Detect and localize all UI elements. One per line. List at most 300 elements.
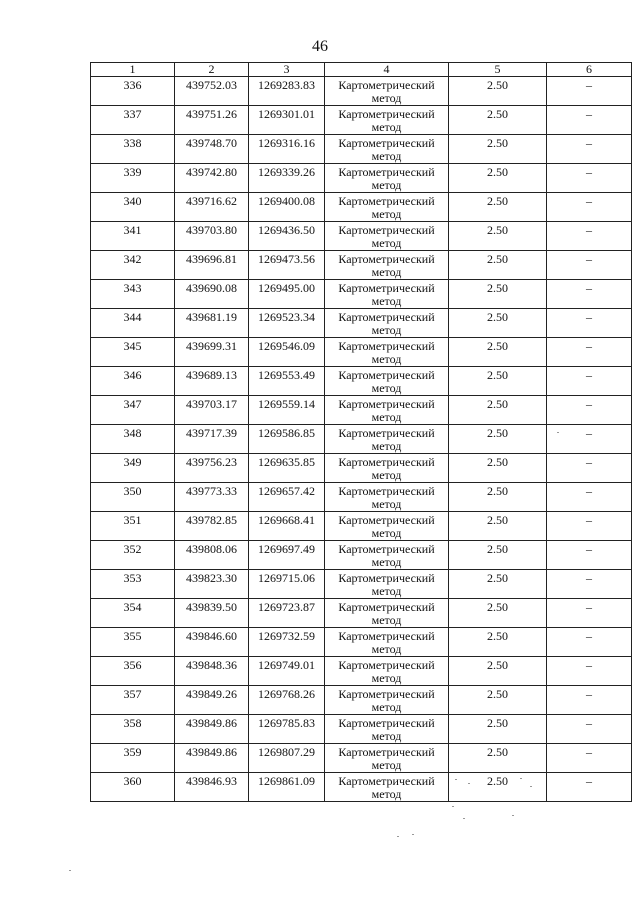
x-coordinate-cell-text: 439689.13 (186, 368, 237, 382)
table-row (91, 396, 632, 425)
point-number-cell (91, 280, 175, 309)
point-number-cell (91, 454, 175, 483)
method-cell-text: Картометрический метод (338, 310, 435, 337)
x-coordinate-cell (175, 744, 249, 773)
y-coordinate-cell-text: 1269523.34 (258, 310, 315, 324)
y-coordinate-cell-text: 1269339.26 (258, 165, 315, 179)
x-coordinate-cell-text: 439846.60 (186, 629, 237, 643)
y-coordinate-cell (249, 280, 325, 309)
note-cell (547, 715, 632, 744)
table-row (91, 657, 632, 686)
point-number-cell-text: 344 (123, 310, 142, 324)
note-cell (547, 106, 632, 135)
accuracy-cell (449, 77, 547, 106)
accuracy-cell-text: 2.50 (487, 281, 508, 295)
point-number-cell (91, 512, 175, 541)
point-number-cell (91, 744, 175, 773)
y-coordinate-cell-text: 1269768.26 (258, 687, 315, 701)
method-cell-text: Картометрический метод (338, 426, 435, 453)
method-cell (325, 483, 449, 512)
table-row (91, 280, 632, 309)
note-cell-text: – (586, 687, 592, 701)
point-number-cell (91, 425, 175, 454)
note-cell-text: – (586, 513, 592, 527)
y-coordinate-cell-text: 1269723.87 (258, 600, 315, 614)
x-coordinate-cell-text: 439849.86 (186, 745, 237, 759)
accuracy-cell-text: 2.50 (487, 194, 508, 208)
point-number-cell (91, 251, 175, 280)
x-coordinate-cell-text: 439823.30 (186, 571, 237, 585)
accuracy-cell-text: 2.50 (487, 368, 508, 382)
header-col-3: 3 (249, 63, 325, 77)
method-cell-text: Картометрический метод (338, 600, 435, 627)
method-cell (325, 106, 449, 135)
y-coordinate-cell (249, 657, 325, 686)
y-coordinate-cell-text: 1269301.01 (258, 107, 315, 121)
y-coordinate-cell (249, 222, 325, 251)
y-coordinate-cell-text: 1269697.49 (258, 542, 315, 556)
note-cell-text: – (586, 78, 592, 92)
accuracy-cell (449, 541, 547, 570)
note-cell-text: – (586, 542, 592, 556)
y-coordinate-cell-text: 1269668.41 (258, 513, 315, 527)
point-number-cell-text: 349 (123, 455, 142, 469)
accuracy-cell-text: 2.50 (487, 600, 508, 614)
accuracy-cell (449, 512, 547, 541)
method-cell (325, 222, 449, 251)
method-cell-text: Картометрический метод (338, 513, 435, 540)
table-row (91, 164, 632, 193)
table-row (91, 570, 632, 599)
y-coordinate-cell-text: 1269553.49 (258, 368, 315, 382)
x-coordinate-cell (175, 541, 249, 570)
note-cell-text: – (586, 310, 592, 324)
method-cell-text: Картометрический метод (338, 397, 435, 424)
accuracy-cell (449, 570, 547, 599)
table-row (91, 309, 632, 338)
x-coordinate-cell (175, 251, 249, 280)
method-cell-text: Картометрический метод (338, 716, 435, 743)
x-coordinate-cell (175, 570, 249, 599)
method-cell (325, 280, 449, 309)
method-cell-text: Картометрический метод (338, 78, 435, 105)
table-row (91, 193, 632, 222)
point-number-cell-text: 353 (123, 571, 142, 585)
x-coordinate-cell-text: 439849.26 (186, 687, 237, 701)
table-row (91, 338, 632, 367)
method-cell (325, 77, 449, 106)
x-coordinate-cell-text: 439751.26 (186, 107, 237, 121)
y-coordinate-cell-text: 1269436.50 (258, 223, 315, 237)
note-cell (547, 599, 632, 628)
note-cell (547, 686, 632, 715)
accuracy-cell-text: 2.50 (487, 571, 508, 585)
y-coordinate-cell (249, 454, 325, 483)
table-row (91, 773, 632, 802)
header-col-5: 5 (449, 63, 547, 77)
accuracy-cell (449, 715, 547, 744)
note-cell (547, 454, 632, 483)
note-cell-text: – (586, 571, 592, 585)
note-cell (547, 744, 632, 773)
note-cell-text: – (586, 165, 592, 179)
x-coordinate-cell (175, 309, 249, 338)
y-coordinate-cell (249, 628, 325, 657)
accuracy-cell (449, 483, 547, 512)
note-cell (547, 193, 632, 222)
point-number-cell-text: 357 (123, 687, 142, 701)
x-coordinate-cell-text: 439703.80 (186, 223, 237, 237)
accuracy-cell-text: 2.50 (487, 310, 508, 324)
point-number-cell (91, 570, 175, 599)
method-cell (325, 135, 449, 164)
table-row (91, 628, 632, 657)
note-cell-text: – (586, 107, 592, 121)
y-coordinate-cell-text: 1269283.83 (258, 78, 315, 92)
x-coordinate-cell-text: 439717.39 (186, 426, 237, 440)
x-coordinate-cell-text: 439748.70 (186, 136, 237, 150)
note-cell (547, 425, 632, 454)
y-coordinate-cell (249, 512, 325, 541)
accuracy-cell (449, 338, 547, 367)
method-cell-text: Картометрический метод (338, 136, 435, 163)
note-cell-text: – (586, 339, 592, 353)
accuracy-cell-text: 2.50 (487, 542, 508, 556)
point-number-cell-text: 351 (123, 513, 142, 527)
accuracy-cell-text: 2.50 (487, 107, 508, 121)
method-cell (325, 570, 449, 599)
note-cell-text: – (586, 629, 592, 643)
accuracy-cell-text: 2.50 (487, 252, 508, 266)
y-coordinate-cell (249, 251, 325, 280)
method-cell-text: Картометрический метод (338, 223, 435, 250)
point-number-cell-text: 339 (123, 165, 142, 179)
point-number-cell-text: 355 (123, 629, 142, 643)
accuracy-cell (449, 193, 547, 222)
point-number-cell-text: 359 (123, 745, 142, 759)
y-coordinate-cell (249, 599, 325, 628)
accuracy-cell (449, 396, 547, 425)
y-coordinate-cell (249, 570, 325, 599)
note-cell-text: – (586, 774, 592, 788)
table-header (91, 63, 632, 77)
method-cell-text: Картометрический метод (338, 745, 435, 772)
note-cell-text: – (586, 136, 592, 150)
accuracy-cell-text: 2.50 (487, 339, 508, 353)
point-number-cell-text: 354 (123, 600, 142, 614)
x-coordinate-cell (175, 280, 249, 309)
y-coordinate-cell-text: 1269635.85 (258, 455, 315, 469)
method-cell (325, 338, 449, 367)
method-cell-text: Картометрический метод (338, 571, 435, 598)
y-coordinate-cell-text: 1269546.09 (258, 339, 315, 353)
accuracy-cell (449, 454, 547, 483)
x-coordinate-cell (175, 454, 249, 483)
note-cell-text: – (586, 658, 592, 672)
table-row (91, 483, 632, 512)
point-number-cell (91, 599, 175, 628)
method-cell (325, 164, 449, 193)
y-coordinate-cell (249, 483, 325, 512)
table-row (91, 454, 632, 483)
method-cell (325, 599, 449, 628)
accuracy-cell-text: 2.50 (487, 397, 508, 411)
note-cell (547, 338, 632, 367)
accuracy-cell-text: 2.50 (487, 223, 508, 237)
note-cell (547, 570, 632, 599)
point-number-cell (91, 657, 175, 686)
table-row (91, 77, 632, 106)
point-number-cell-text: 352 (123, 542, 142, 556)
point-number-cell-text: 346 (123, 368, 142, 382)
point-number-cell (91, 686, 175, 715)
accuracy-cell-text: 2.50 (487, 165, 508, 179)
accuracy-cell (449, 309, 547, 338)
y-coordinate-cell (249, 106, 325, 135)
method-cell-text: Картометрический метод (338, 281, 435, 308)
note-cell (547, 222, 632, 251)
y-coordinate-cell-text: 1269807.29 (258, 745, 315, 759)
method-cell (325, 251, 449, 280)
y-coordinate-cell-text: 1269495.00 (258, 281, 315, 295)
point-number-cell (91, 338, 175, 367)
y-coordinate-cell (249, 164, 325, 193)
x-coordinate-cell (175, 222, 249, 251)
x-coordinate-cell-text: 439696.81 (186, 252, 237, 266)
note-cell-text: – (586, 223, 592, 237)
table-row (91, 425, 632, 454)
y-coordinate-cell (249, 541, 325, 570)
accuracy-cell (449, 686, 547, 715)
x-coordinate-cell (175, 106, 249, 135)
note-cell (547, 483, 632, 512)
point-number-cell (91, 193, 175, 222)
x-coordinate-cell (175, 193, 249, 222)
point-number-cell-text: 358 (123, 716, 142, 730)
y-coordinate-cell (249, 396, 325, 425)
x-coordinate-cell (175, 512, 249, 541)
point-number-cell-text: 347 (123, 397, 142, 411)
method-cell-text: Картометрический метод (338, 774, 435, 801)
note-cell-text: – (586, 455, 592, 469)
header-col-2: 2 (175, 63, 249, 77)
point-number-cell (91, 715, 175, 744)
header-col-1: 1 (91, 63, 175, 77)
accuracy-cell (449, 773, 547, 802)
y-coordinate-cell (249, 309, 325, 338)
point-number-cell-text: 343 (123, 281, 142, 295)
note-cell-text: – (586, 281, 592, 295)
method-cell (325, 512, 449, 541)
table-row (91, 599, 632, 628)
note-cell (547, 628, 632, 657)
note-cell-text: – (586, 368, 592, 382)
accuracy-cell-text: 2.50 (487, 455, 508, 469)
table-row (91, 512, 632, 541)
note-cell (547, 164, 632, 193)
y-coordinate-cell-text: 1269316.16 (258, 136, 315, 150)
method-cell-text: Картометрический метод (338, 484, 435, 511)
accuracy-cell (449, 280, 547, 309)
note-cell-text: – (586, 194, 592, 208)
x-coordinate-cell (175, 599, 249, 628)
x-coordinate-cell-text: 439699.31 (186, 339, 237, 353)
note-cell (547, 135, 632, 164)
point-number-cell-text: 338 (123, 136, 142, 150)
x-coordinate-cell-text: 439703.17 (186, 397, 237, 411)
accuracy-cell-text: 2.50 (487, 426, 508, 440)
method-cell-text: Картометрический метод (338, 629, 435, 656)
y-coordinate-cell (249, 773, 325, 802)
point-number-cell-text: 348 (123, 426, 142, 440)
table-row (91, 367, 632, 396)
table-row (91, 106, 632, 135)
accuracy-cell (449, 135, 547, 164)
accuracy-cell (449, 425, 547, 454)
accuracy-cell (449, 106, 547, 135)
y-coordinate-cell-text: 1269473.56 (258, 252, 315, 266)
note-cell (547, 396, 632, 425)
table-row (91, 135, 632, 164)
y-coordinate-cell (249, 686, 325, 715)
method-cell-text: Картометрический метод (338, 107, 435, 134)
note-cell (547, 541, 632, 570)
table-body (91, 77, 632, 802)
x-coordinate-cell-text: 439839.50 (186, 600, 237, 614)
x-coordinate-cell (175, 135, 249, 164)
y-coordinate-cell (249, 135, 325, 164)
method-cell-text: Картометрический метод (338, 368, 435, 395)
accuracy-cell-text: 2.50 (487, 716, 508, 730)
accuracy-cell-text: 2.50 (487, 745, 508, 759)
y-coordinate-cell-text: 1269586.85 (258, 426, 315, 440)
x-coordinate-cell-text: 439716.62 (186, 194, 237, 208)
table-row (91, 744, 632, 773)
accuracy-cell-text: 2.50 (487, 774, 508, 788)
x-coordinate-cell-text: 439782.85 (186, 513, 237, 527)
accuracy-cell (449, 657, 547, 686)
y-coordinate-cell-text: 1269749.01 (258, 658, 315, 672)
point-number-cell-text: 356 (123, 658, 142, 672)
method-cell (325, 425, 449, 454)
note-cell-text: – (586, 600, 592, 614)
x-coordinate-cell-text: 439752.03 (186, 78, 237, 92)
x-coordinate-cell-text: 439681.19 (186, 310, 237, 324)
x-coordinate-cell-text: 439849.86 (186, 716, 237, 730)
note-cell (547, 512, 632, 541)
accuracy-cell (449, 367, 547, 396)
page-number: 46 (312, 38, 328, 55)
accuracy-cell-text: 2.50 (487, 629, 508, 643)
y-coordinate-cell-text: 1269657.42 (258, 484, 315, 498)
method-cell (325, 715, 449, 744)
table-row (91, 715, 632, 744)
note-cell (547, 280, 632, 309)
point-number-cell (91, 106, 175, 135)
y-coordinate-cell-text: 1269732.59 (258, 629, 315, 643)
header-row (91, 63, 632, 77)
method-cell (325, 686, 449, 715)
point-number-cell-text: 341 (123, 223, 142, 237)
y-coordinate-cell (249, 744, 325, 773)
method-cell-text: Картометрический метод (338, 252, 435, 279)
y-coordinate-cell (249, 425, 325, 454)
point-number-cell (91, 309, 175, 338)
accuracy-cell (449, 628, 547, 657)
method-cell (325, 309, 449, 338)
method-cell (325, 193, 449, 222)
x-coordinate-cell-text: 439690.08 (186, 281, 237, 295)
table-row (91, 541, 632, 570)
x-coordinate-cell (175, 686, 249, 715)
table-row (91, 251, 632, 280)
point-number-cell (91, 164, 175, 193)
x-coordinate-cell (175, 367, 249, 396)
x-coordinate-cell (175, 77, 249, 106)
accuracy-cell-text: 2.50 (487, 513, 508, 527)
method-cell-text: Картометрический метод (338, 194, 435, 221)
note-cell (547, 251, 632, 280)
y-coordinate-cell-text: 1269861.09 (258, 774, 315, 788)
header-col-6: 6 (547, 63, 632, 77)
x-coordinate-cell (175, 338, 249, 367)
note-cell-text: – (586, 484, 592, 498)
note-cell-text: – (586, 745, 592, 759)
method-cell-text: Картометрический метод (338, 687, 435, 714)
y-coordinate-cell-text: 1269559.14 (258, 397, 315, 411)
x-coordinate-cell-text: 439773.33 (186, 484, 237, 498)
x-coordinate-cell (175, 483, 249, 512)
point-number-cell-text: 345 (123, 339, 142, 353)
table-row (91, 686, 632, 715)
method-cell (325, 657, 449, 686)
point-number-cell-text: 340 (123, 194, 142, 208)
x-coordinate-cell-text: 439756.23 (186, 455, 237, 469)
header-col-4: 4 (325, 63, 449, 77)
x-coordinate-cell (175, 164, 249, 193)
accuracy-cell-text: 2.50 (487, 78, 508, 92)
method-cell (325, 628, 449, 657)
note-cell (547, 657, 632, 686)
y-coordinate-cell-text: 1269715.06 (258, 571, 315, 585)
point-number-cell (91, 367, 175, 396)
method-cell (325, 541, 449, 570)
note-cell-text: – (586, 426, 592, 440)
x-coordinate-cell (175, 715, 249, 744)
point-number-cell (91, 628, 175, 657)
x-coordinate-cell (175, 657, 249, 686)
point-number-cell-text: 350 (123, 484, 142, 498)
point-number-cell (91, 541, 175, 570)
note-cell (547, 77, 632, 106)
point-number-cell (91, 773, 175, 802)
x-coordinate-cell-text: 439742.80 (186, 165, 237, 179)
x-coordinate-cell (175, 425, 249, 454)
point-number-cell (91, 222, 175, 251)
point-number-cell-text: 336 (123, 78, 142, 92)
accuracy-cell (449, 599, 547, 628)
note-cell (547, 367, 632, 396)
method-cell (325, 454, 449, 483)
note-cell-text: – (586, 252, 592, 266)
method-cell-text: Картометрический метод (338, 165, 435, 192)
note-cell-text: – (586, 397, 592, 411)
table-row (91, 222, 632, 251)
method-cell (325, 773, 449, 802)
method-cell-text: Картометрический метод (338, 455, 435, 482)
accuracy-cell-text: 2.50 (487, 136, 508, 150)
method-cell (325, 396, 449, 425)
